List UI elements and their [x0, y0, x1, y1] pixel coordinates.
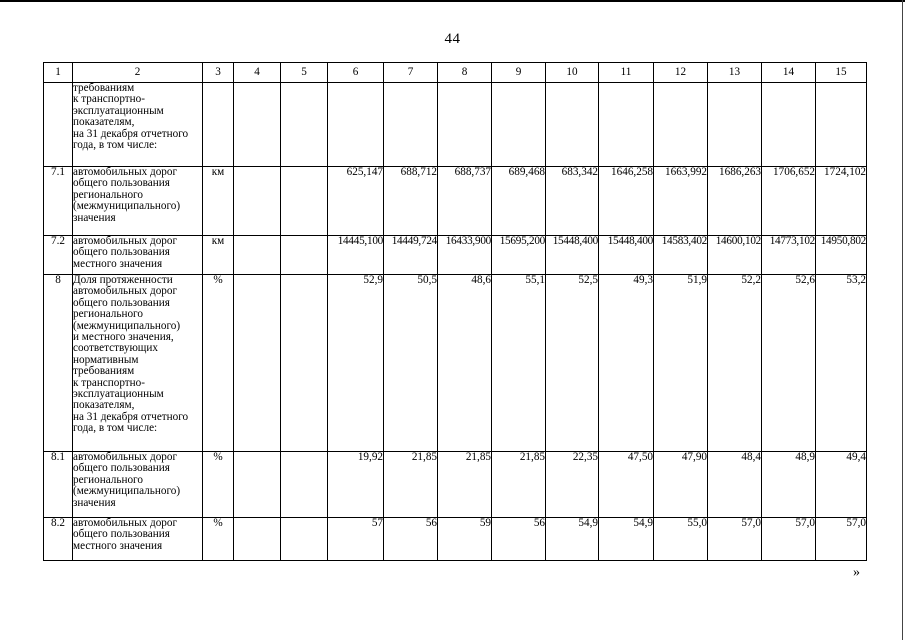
value-cell: 14583,402: [654, 236, 708, 275]
value-cell: 48,4: [708, 452, 762, 518]
value-cell: 57,0: [708, 518, 762, 561]
value-cell: 21,85: [438, 452, 492, 518]
value-cell: 52,2: [708, 275, 762, 452]
empty-cell: [281, 452, 328, 518]
empty-cell: [281, 83, 328, 167]
value-cell: 688,737: [438, 167, 492, 236]
row-number-cell: [44, 83, 73, 167]
indicator-name-line: регионального: [73, 188, 143, 201]
value-cell: 688,712: [384, 167, 438, 236]
value-cell: 1646,258: [599, 167, 654, 236]
indicator-name-cell: [73, 236, 203, 275]
value-cell: 14600,102: [708, 236, 762, 275]
indicator-name-line: показателям,: [73, 116, 135, 129]
header-cell: 1: [44, 63, 73, 83]
empty-cell: [234, 275, 281, 452]
value-cell: 15448,400: [599, 236, 654, 275]
indicator-name-line: эксплуатационным: [73, 104, 164, 117]
unit-cell: [203, 83, 234, 167]
indicator-name-line: к транспортно-: [73, 376, 145, 389]
row-number-cell: 7.1: [44, 167, 73, 236]
value-cell: 21,85: [384, 452, 438, 518]
value-cell: [384, 83, 438, 167]
value-cell: 59: [438, 518, 492, 561]
value-cell: [438, 83, 492, 167]
value-cell: 56: [384, 518, 438, 561]
header-row: [44, 63, 867, 83]
indicator-name-line: требованиям: [73, 365, 135, 378]
scan-right-edge: [902, 0, 903, 640]
unit-cell: %: [203, 518, 234, 561]
indicator-name-line: значения: [73, 211, 116, 224]
header-cell: 2: [73, 63, 203, 83]
indicator-name-line: года, в том числе:: [73, 138, 158, 151]
indicator-name-line: местного значения: [73, 539, 163, 552]
header-cell: 11: [599, 63, 654, 83]
empty-cell: [234, 452, 281, 518]
value-cell: [654, 83, 708, 167]
header-cell: 13: [708, 63, 762, 83]
indicator-name-cell: [73, 167, 203, 236]
indicator-name-line: общего пользования: [73, 296, 170, 309]
row-number-cell: 8: [44, 275, 73, 452]
value-cell: 54,9: [546, 518, 599, 561]
value-cell: 48,6: [438, 275, 492, 452]
row-number-cell: 8.1: [44, 452, 73, 518]
table-row: [44, 452, 867, 518]
table-row: [44, 236, 867, 275]
page-number: 44: [444, 31, 461, 47]
indicator-name-line: года, в том числе:: [73, 422, 158, 435]
table-row: [44, 83, 867, 167]
value-cell: 54,9: [599, 518, 654, 561]
header-cell: 14: [762, 63, 816, 83]
indicator-name-cell: [73, 452, 203, 518]
value-cell: 15448,400: [546, 236, 599, 275]
value-cell: 14449,724: [384, 236, 438, 275]
value-cell: 1686,263: [708, 167, 762, 236]
indicator-name-line: (межмуниципального): [73, 319, 181, 332]
header-cell: 8: [438, 63, 492, 83]
header-cell: 5: [281, 63, 328, 83]
table-row: [44, 167, 867, 236]
value-cell: 57,0: [816, 518, 867, 561]
indicator-name-line: на 31 декабря отчетного: [73, 410, 189, 423]
empty-cell: [281, 275, 328, 452]
value-cell: [492, 83, 546, 167]
indicator-name-line: регионального: [73, 473, 143, 486]
value-cell: 15695,200: [492, 236, 546, 275]
indicator-name-line: автомобильных дорог: [73, 166, 178, 178]
value-cell: 56: [492, 518, 546, 561]
indicators-table: [43, 62, 867, 561]
header-cell: 6: [328, 63, 384, 83]
value-cell: [708, 83, 762, 167]
value-cell: 14773,102: [762, 236, 816, 275]
indicator-name-cell: [73, 275, 203, 452]
value-cell: 14445,100: [328, 236, 384, 275]
value-cell: 1706,652: [762, 167, 816, 236]
value-cell: [546, 83, 599, 167]
value-cell: 689,468: [492, 167, 546, 236]
value-cell: 48,9: [762, 452, 816, 518]
value-cell: 22,35: [546, 452, 599, 518]
value-cell: 57,0: [762, 518, 816, 561]
value-cell: 47,90: [654, 452, 708, 518]
header-cell: 7: [384, 63, 438, 83]
empty-cell: [281, 518, 328, 561]
indicator-name-line: Доля протяженности: [73, 274, 173, 286]
table-body: [44, 83, 867, 561]
value-cell: 21,85: [492, 452, 546, 518]
indicator-name-line: общего пользования: [73, 528, 170, 541]
value-cell: 52,5: [546, 275, 599, 452]
row-number-cell: 7.2: [44, 236, 73, 275]
table-row: [44, 275, 867, 452]
header-cell: 15: [816, 63, 867, 83]
value-cell: 1724,102: [816, 167, 867, 236]
scan-top-edge: [0, 0, 905, 2]
indicator-name-line: автомобильных дорог: [73, 235, 178, 247]
value-cell: 19,92: [328, 452, 384, 518]
value-cell: 1663,992: [654, 167, 708, 236]
value-cell: 14950,802: [816, 236, 867, 275]
value-cell: 50,5: [384, 275, 438, 452]
indicator-name-line: соответствующих: [73, 342, 159, 355]
value-cell: 51,9: [654, 275, 708, 452]
indicator-name-line: и местного значения,: [73, 330, 174, 343]
table-row: [44, 518, 867, 561]
value-cell: 52,6: [762, 275, 816, 452]
indicator-name-cell: [73, 518, 203, 561]
indicator-name-line: (межмуниципального): [73, 200, 181, 213]
indicator-name-line: общего пользования: [73, 246, 170, 259]
value-cell: [328, 83, 384, 167]
indicator-name-line: эксплуатационным: [73, 387, 164, 400]
value-cell: 55,1: [492, 275, 546, 452]
value-cell: 53,2: [816, 275, 867, 452]
indicator-name-line: нормативным: [73, 353, 139, 366]
indicator-name-line: требованиям: [73, 82, 135, 94]
value-cell: 57: [328, 518, 384, 561]
empty-cell: [234, 236, 281, 275]
row-number-cell: 8.2: [44, 518, 73, 561]
empty-cell: [234, 518, 281, 561]
unit-cell: %: [203, 452, 234, 518]
indicator-name-line: общего пользования: [73, 177, 170, 190]
empty-cell: [234, 167, 281, 236]
indicator-name-cell: [73, 83, 203, 167]
closing-quote-mark: »: [853, 565, 860, 580]
indicator-name-line: показателям,: [73, 399, 135, 412]
value-cell: [599, 83, 654, 167]
indicator-name-line: к транспортно-: [73, 93, 145, 106]
indicator-name-line: автомобильных дорог: [73, 451, 178, 463]
header-cell: 4: [234, 63, 281, 83]
header-cell: 12: [654, 63, 708, 83]
indicator-name-line: регионального: [73, 308, 143, 321]
value-cell: 625,147: [328, 167, 384, 236]
indicator-name-line: (межмуниципального): [73, 485, 181, 498]
value-cell: 49,3: [599, 275, 654, 452]
value-cell: 16433,900: [438, 236, 492, 275]
empty-cell: [281, 236, 328, 275]
value-cell: 47,50: [599, 452, 654, 518]
unit-cell: %: [203, 275, 234, 452]
value-cell: [816, 83, 867, 167]
indicator-name-line: значения: [73, 496, 116, 509]
empty-cell: [234, 83, 281, 167]
empty-cell: [281, 167, 328, 236]
indicator-name-line: на 31 декабря отчетного: [73, 127, 189, 140]
value-cell: 683,342: [546, 167, 599, 236]
header-cell: 9: [492, 63, 546, 83]
header-cell: 3: [203, 63, 234, 83]
indicator-name-line: автомобильных дорог: [73, 517, 178, 529]
value-cell: 52,9: [328, 275, 384, 452]
value-cell: 49,4: [816, 452, 867, 518]
header-cell: 10: [546, 63, 599, 83]
value-cell: 55,0: [654, 518, 708, 561]
unit-cell: км: [203, 236, 234, 275]
indicator-name-line: общего пользования: [73, 462, 170, 475]
indicator-name-line: местного значения: [73, 257, 163, 270]
value-cell: [762, 83, 816, 167]
indicator-name-line: автомобильных дорог: [73, 285, 178, 298]
unit-cell: км: [203, 167, 234, 236]
